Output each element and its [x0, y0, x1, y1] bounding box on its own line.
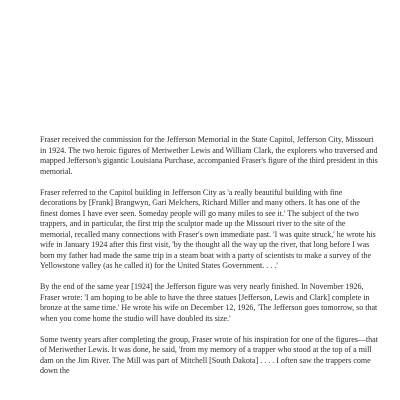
paragraph-commission: Fraser received the commission for the Jefferson Memorial in the State Capitol, Jefferson City, Missouri in 1924. The two heroic figures of Meriwether Lewis and William Clark, the explorers who traversed and mapped Jefferson's gigantic Louisiana Purchase, accompanied Fraser's figure of the third president in this memorial.	[40, 135, 378, 176]
paragraph-capitol-building: Fraser referred to the Capitol building in Jefferson City as 'a really beautiful building with fine decorations by [Frank] Brangwyn, Gari Melchers, Richard Miller and many others. It has one of the finest domes I have ever seen. Someday people will go many miles to see it.' The subject of the two trappers, and in particular, the first trip the sculptor made up the Missouri river to the site of the memorial, recalled many connections with Fraser's own immediate past. 'I was quite struck,' he wrote his wife in January 1924 after this first visit, 'by the thought all the way up the river, that long before I was born my father had made the same trip in a steam boat with a party of scientists to make a survey of the Yellowstone valley (as he called it) for the United States Government. . . .'	[40, 187, 376, 270]
paragraph-jefferson-figure: By the end of the same year [1924] the Jefferson figure was very nearly finished. In November 1926, Fraser wrote: 'I am hoping to be able to have the three statues [Jefferson, Lewis and Clark] complete in bronze at the same time.' He wrote his wife on December 12, 1926, 'The Jefferson goes tomorrow, so that when you come home the studio will have doubled its size.'	[40, 282, 378, 323]
paragraph-lewis-inspiration: Some twenty years after completing the group, Fraser wrote of his inspiration for one of the figures—that of Meriwether Lewis. It was done, he said, 'from my memory of a trapper who stood at the top of a mill dam on the Jim River. The Mill was part of Mitchell [South Dakota] . . . . I often saw the trappers come down the	[40, 334, 378, 375]
body-text	[40, 135, 378, 387]
